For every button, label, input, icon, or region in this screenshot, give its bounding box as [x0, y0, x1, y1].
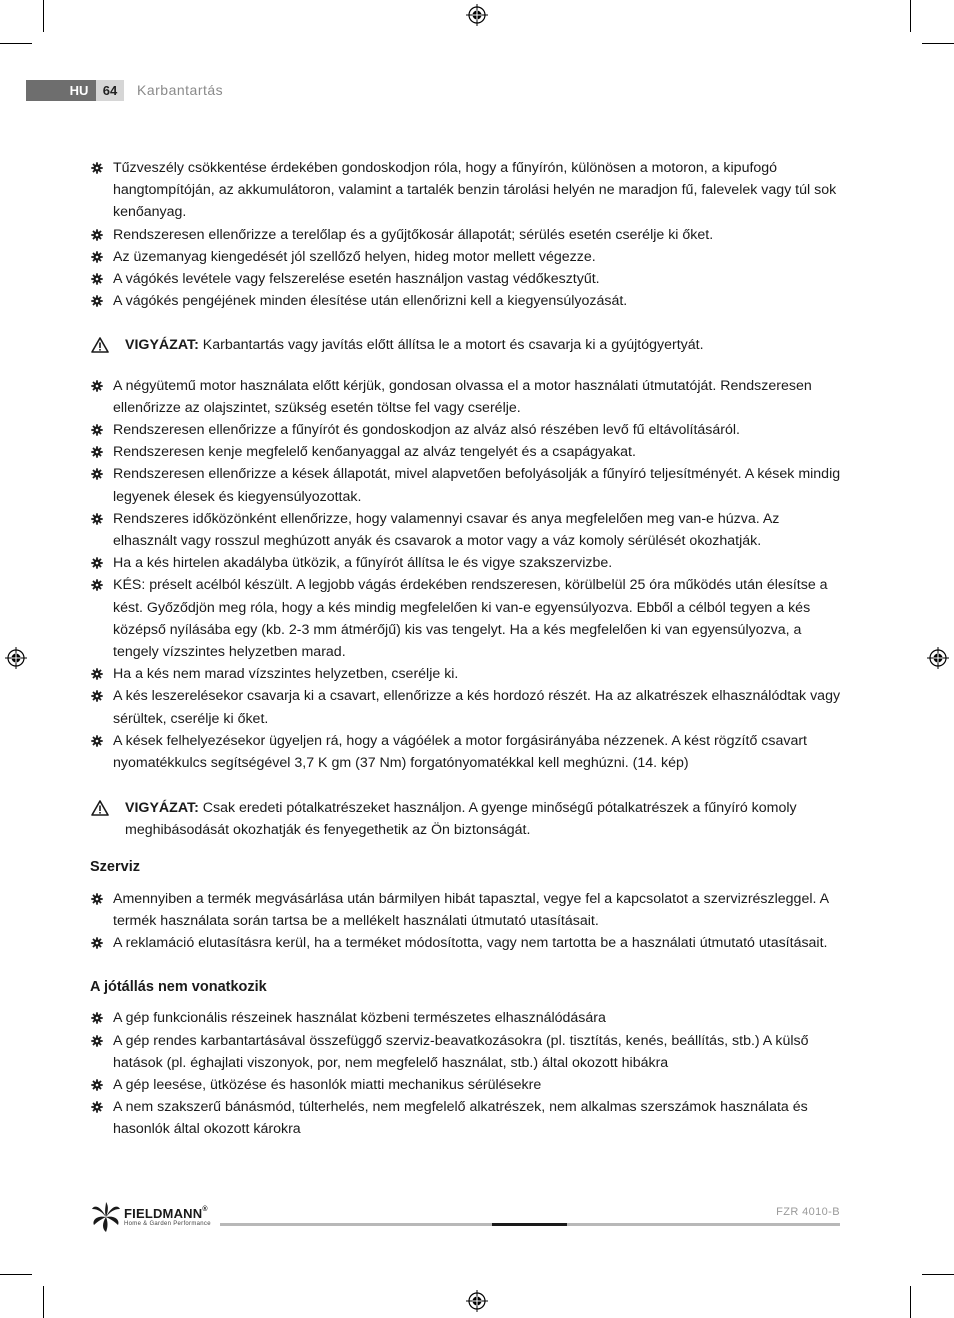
page-content	[90, 157, 842, 1141]
list-item	[90, 290, 842, 312]
list-item	[90, 157, 842, 224]
warning-label: VIGYÁZAT:	[125, 337, 199, 354]
list-item	[90, 1030, 842, 1074]
list-item-text: KÉS: préselt acélból készült. A legjobb vágás érdekében rendszeresen, körülbelül 25 óra működés után élesítse a kést. Győződjön meg róla, hogy a kés mindig megfelelően ki van-e egyensúlyozva. Ebből a célból tegyen a kés középső nyílásába egy (kb. 2-3 mm átmérőjű) kis vas tengelyt. Ha a kés megfelelően ki van egyensúlyozva, a tengely vízszintes helyzetben marad.	[113, 577, 828, 661]
warning-icon	[91, 800, 109, 816]
crop-mark	[922, 43, 954, 44]
gear-bullet-icon	[91, 1012, 103, 1024]
page-number: 64	[96, 80, 124, 101]
gear-bullet-icon	[91, 251, 103, 263]
gear-bullet-icon	[91, 1079, 103, 1091]
crop-mark	[43, 1286, 44, 1318]
list-item	[90, 888, 842, 932]
list-item-text: A kések felhelyezésekor ügyeljen rá, hogy a vágóélek a motor forgásirányába nézzenek. A kést rögzítő csavart nyomatékkulcs segítségével 3,7 K gm (37 Nm) forgatónyomatékkal kell meghúzni. (14. kép)	[113, 732, 808, 772]
list-item-text: Ha a kés nem marad vízszintes helyzetben, cserélje ki.	[113, 666, 459, 683]
registration-mark-icon	[927, 647, 949, 669]
gear-bullet-icon	[91, 229, 103, 241]
warning-text: Csak eredeti pótalkatrészeket használjon. A gyenge minőségű pótalkatrészek a fűnyíró komoly meghibásodását okozhatják és fenyegethetik az Ön biztonságát.	[125, 800, 797, 839]
fieldmann-logo-icon	[90, 1201, 124, 1233]
gear-bullet-icon	[91, 579, 103, 591]
service-heading: Szerviz	[90, 858, 140, 875]
language-code: HU	[69, 83, 89, 98]
list-item	[90, 574, 842, 663]
gear-bullet-icon	[91, 893, 103, 905]
list-item-text: A kés leszerelésekor csavarja ki a csavart, ellenőrizze a kés hordozó részét. Ha az alkatrészek elhasználódtak vagy sérültek, cserélje ki őket.	[113, 688, 841, 727]
list-item-text: A vágókés levétele vagy felszerelése esetén használjon vastag védőkesztyűt.	[113, 271, 600, 288]
gear-bullet-icon	[91, 557, 103, 569]
crop-mark	[910, 0, 911, 32]
list-item	[90, 552, 842, 574]
crop-mark	[910, 1286, 911, 1318]
list-item	[90, 932, 842, 954]
gear-bullet-icon	[91, 735, 103, 747]
maintenance-list-1	[90, 157, 842, 312]
list-item-text: Az üzemanyag kiengedését jól szellőző helyen, hideg motor mellett végezze.	[113, 248, 596, 265]
list-item-text: Amennyiben a termék megvásárlása után bármilyen hibát tapasztal, vegye fel a kapcsolatot a szervizrészleggel. A termék használata során tartsa be a mellékelt használati útmutató utasításait.	[113, 890, 829, 929]
list-item	[90, 508, 842, 552]
list-item-text: Ha a kés hirtelen akadályba ütközik, a fűnyírót állítsa le és vigye szakszervizbe.	[113, 555, 613, 572]
list-item	[90, 224, 842, 246]
list-item-text: Rendszeresen kenje megfelelő kenőanyaggal az alváz tengelyét és a csapágyakat.	[113, 444, 636, 461]
list-item	[90, 419, 842, 441]
gear-bullet-icon	[91, 1101, 103, 1113]
list-item	[90, 1007, 842, 1029]
gear-bullet-icon	[91, 162, 103, 174]
warning-label: VIGYÁZAT:	[125, 800, 199, 817]
list-item	[90, 1074, 842, 1096]
list-item	[90, 463, 842, 507]
service-list	[90, 888, 842, 955]
list-item-text: Rendszeresen ellenőrizze a fűnyírót és gondoskodjon az alváz alsó részében levő fű eltávolításáról.	[113, 422, 740, 439]
warning-text: Karbantartás vagy javítás előtt állítsa le a motort és csavarja ki a gyújtógyertyát.	[202, 337, 704, 354]
registration-mark-icon	[466, 1290, 488, 1312]
brand-name: FIELDMANN®	[124, 1206, 208, 1221]
brand-tagline: Home & Garden Performance	[124, 1221, 211, 1227]
list-item-text: A gép rendes karbantartásával összefüggő szerviz-beavatkozásokra (pl. tisztítás, kenés, beállítás, stb.) A külső hatások (pl. éghajlati viszonyok, por, nem megfelelő használat, stb.) által okozott hibákra	[113, 1032, 809, 1071]
gear-bullet-icon	[91, 1035, 103, 1047]
gear-bullet-icon	[91, 424, 103, 436]
section-title: Karbantartás	[137, 82, 224, 98]
gear-bullet-icon	[91, 295, 103, 307]
model-number: FZR 4010-B	[776, 1206, 840, 1218]
list-item-text: Rendszeresen ellenőrizze a kések állapotát, mivel alapvetően befolyásolják a fűnyíró teljesítményét. A kések mindig legyenek élesek és kiegyensúlyozottak.	[113, 466, 841, 505]
registration-mark-icon	[466, 4, 488, 26]
list-item-text: A nem szakszerű bánásmód, túlterhelés, nem megfelelő alkatrészek, nem alkalmas szerszámok használata és hasonlók által okozott károkra	[113, 1099, 808, 1138]
gear-bullet-icon	[91, 468, 103, 480]
footer-line	[492, 1223, 567, 1226]
list-item	[90, 663, 842, 685]
list-item	[90, 441, 842, 463]
gear-bullet-icon	[91, 273, 103, 285]
list-item	[90, 268, 842, 290]
list-item	[90, 246, 842, 268]
gear-bullet-icon	[91, 380, 103, 392]
crop-mark	[0, 1274, 32, 1275]
warranty-exclusions-list	[90, 1007, 842, 1140]
crop-mark	[922, 1274, 954, 1275]
list-item	[90, 730, 842, 774]
footer-line	[220, 1223, 492, 1226]
maintenance-list-2	[90, 375, 842, 775]
warning-notice	[90, 334, 842, 356]
gear-bullet-icon	[91, 513, 103, 525]
registered-mark: ®	[202, 1206, 208, 1213]
warning-notice	[90, 797, 842, 841]
list-item-text: A vágókés pengéjének minden élesítése után ellenőrizni kell a kiegyensúlyozását.	[113, 293, 628, 310]
gear-bullet-icon	[91, 668, 103, 680]
list-item-text: A gép funkcionális részeinek használat közbeni természetes elhasználódására	[113, 1010, 606, 1027]
list-item	[90, 685, 842, 729]
gear-bullet-icon	[91, 937, 103, 949]
crop-mark	[43, 0, 44, 32]
warning-icon	[91, 337, 109, 353]
gear-bullet-icon	[91, 690, 103, 702]
registration-mark-icon	[5, 647, 27, 669]
footer-line	[567, 1223, 840, 1226]
list-item-text: A reklamáció elutasításra kerül, ha a terméket módosította, vagy nem tartotta be a használati útmutató utasításait.	[113, 935, 828, 952]
list-item	[90, 375, 842, 419]
list-item	[90, 1096, 842, 1140]
list-item-text: Tűzveszély csökkentése érdekében gondoskodjon róla, hogy a fűnyírón, különösen a motoron, a kipufogó hangtompítóján, az akkumulátoron, valamint a tartalék benzin tárolási helyén ne maradjon fű, falevelek vagy túl sok kenőanyag.	[113, 160, 837, 221]
gear-bullet-icon	[91, 446, 103, 458]
warranty-heading: A jótállás nem vonatkozik	[90, 979, 267, 996]
crop-mark	[0, 43, 32, 44]
list-item-text: Rendszeresen ellenőrizze a terelőlap és a gyűjtőkosár állapotát; sérülés esetén cserélje ki őket.	[113, 226, 714, 243]
list-item-text: A gép leesése, ütközése és hasonlók miatti mechanikus sérülésekre	[113, 1076, 542, 1093]
list-item-text: Rendszeres időközönként ellenőrizze, hogy valamennyi csavar és anya megfelelően meg van-e húzva. Az elhasznált vagy rosszul meghúzott anyák és csavarok a motor vagy a váz komoly sérülését okozhatják.	[113, 510, 780, 550]
list-item-text: A négyütemű motor használata előtt kérjük, gondosan olvassa el a motor használati útmutatóját. Rendszeresen ellenőrizze az olajszintet, szükség esetén töltse fel vagy cserélje.	[113, 377, 812, 416]
